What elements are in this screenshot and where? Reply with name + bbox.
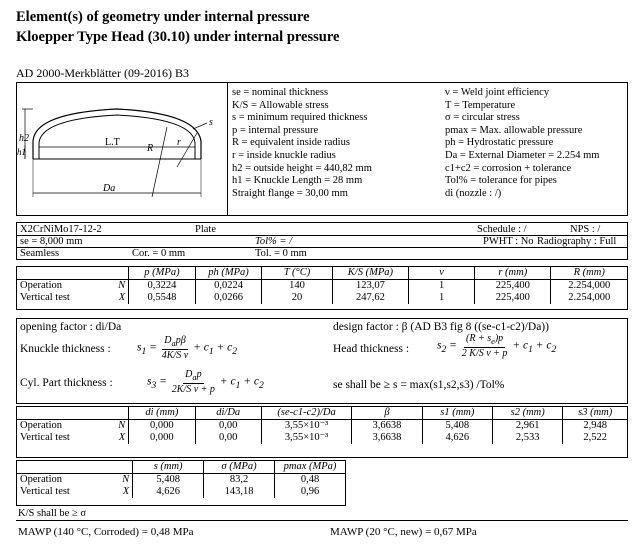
row-symbol: N [93,280,129,293]
material-box [16,222,628,260]
table-cell: 225,400 [475,280,551,293]
nominal-thickness: se = 8,000 mm [20,236,83,247]
table-cell: 2,948 [583,420,608,431]
table-cell: 3,55×10⁻³ [261,432,351,444]
table-row [17,420,627,433]
table-cell: 4,626 [422,432,492,444]
material-form: Plate [195,224,216,235]
table-cell: 0,0224 [195,280,262,293]
table-row [17,474,345,487]
table-cell: 5,408 [422,420,492,433]
table-row [17,280,627,293]
row-label: Vertical test [20,292,70,303]
legend-left-item-7: h1 = Knuckle Length = 28 mm [232,175,363,187]
thickness-condition: se shall be ≥ s = max(s1,s2,s3) /Tol% [333,379,505,391]
table-cell: 2,533 [493,432,563,444]
column-header: p (MPa) [129,267,196,280]
table-cell: 0,96 [300,486,320,497]
head-thickness-label: Head thickness : [333,343,410,355]
mawp-cold: MAWP (20 °C, new) = 0,67 MPa [330,526,477,538]
pwht: PWHT : No [483,236,534,247]
stress-table [16,460,346,506]
legend-right-item-6: c1+c2 = corrosion + tolerance [445,162,572,174]
table-cell: 0,000 [129,432,195,444]
table-cell: 2,961 [493,420,563,433]
table-cell: 0,0266 [195,292,262,304]
row-label: Vertical test [20,432,70,443]
operating-conditions-table [16,266,628,310]
column-header: K/S (MPa) [332,267,409,280]
radiography: Radiography : Full [537,236,617,247]
header-blank [93,407,129,420]
tolerance: Tol. = 0 mm [255,248,307,259]
column-header: σ (MPa) [204,461,275,474]
thickness-table [16,406,628,458]
row-symbol: N [93,420,129,433]
label-lt: L.T [105,137,120,148]
column-header: R (mm) [551,267,627,280]
table-row [17,486,345,498]
header-blank [95,461,133,474]
table-cell: 5,408 [133,474,204,487]
formula-box [16,318,628,404]
column-header: pmax (MPa) [275,461,345,474]
head-geometry-diagram [17,83,227,215]
legend-left-item-0: se = nominal thickness [232,87,329,98]
cyl-thickness-label: Cyl. Part thickness : [20,377,113,389]
legend-left-item-4: R = equivalent inside radius [232,137,350,149]
column-header: β [352,407,422,420]
legend-right-item-1: T = Temperature [445,99,516,111]
mawp-hot: MAWP (140 °C, Corroded) = 0,48 MPa [18,526,194,538]
table-cell: 3,6638 [352,432,422,444]
row-label: Operation [17,280,93,293]
header-blank [17,267,93,280]
column-header: di (mm) [129,407,195,420]
column-header: s2 (mm) [493,407,563,420]
column-header: T (°C) [262,267,332,280]
legend-left-item-6: h2 = outside height = 440,82 mm [232,162,372,174]
header-blank [17,461,95,474]
column-header: ν [409,267,475,280]
legend-right [441,87,599,200]
table-cell: 1 [409,280,475,293]
table-cell: 225,400 [475,292,551,304]
table-cell: 140 [262,280,332,293]
row-symbol: X [93,292,129,304]
table-cell: 123,07 [332,280,409,293]
knuckle-formula: $s_1$ = $\frac{D_ap\beta}{\text{4K/S ν}}$ + $c_1 + c_2$ [137,335,238,361]
row-symbol: N [95,474,133,487]
legend-left-item-1: K/S = Allowable stress [232,99,329,111]
table-cell: 1 [409,292,475,304]
table-cell: 2.254,000 [568,292,611,303]
design-factor: design factor : β (AD B3 fig 8 ((se-c1-c2)/Da)) [333,321,549,333]
opening-factor: opening factor : di/Da [20,321,122,333]
head-formula: $s_2$ = $\frac{(R + s_e)p}{\text{2 K/S ν + p}}$ + $c_1 + c_2$ [437,333,557,359]
cyl-formula: $s_3$ = $\frac{D_ap}{\text{2K/S ν + p}}$ + $c_1 + c_2$ [147,369,264,395]
row-label: Vertical test [20,486,70,497]
row-symbol: X [93,432,129,444]
label-r: r [177,137,181,148]
label-Da: Da [103,183,116,194]
column-header: s3 (mm) [563,407,627,420]
title-line-1: Element(s) of geometry under internal pressure [16,9,310,25]
column-header: (se-c1-c2)/Da [261,407,351,420]
nps: NPS : / [570,224,601,235]
legend-left-item-8: Straight flange = 30,00 mm [232,187,348,199]
title-line-2: Kloepper Type Head (30.10) under internal pressure [16,29,340,45]
column-header: s (mm) [133,461,204,474]
label-s: s [209,117,213,128]
legend-left-item-5: r = inside knuckle radius [232,149,336,161]
label-h1: h1 [17,147,26,157]
row-label: Operation [17,420,93,433]
table-cell: 83,2 [204,474,275,487]
header-blank [17,407,93,420]
legend-right-item-0: ν = Weld joint efficiency [445,87,550,98]
legend-right-item-8: di (nozzle : /) [445,187,502,199]
legend-left [228,87,372,200]
row-label: Operation [17,474,95,487]
table-cell: 0,3224 [129,280,196,293]
legend-right-item-3: pmax = Max. allowable pressure [445,124,583,136]
header-blank [93,267,129,280]
table-cell: 20 [262,292,332,304]
legend-left-item-2: s = minimum required thickness [232,112,368,124]
table-row [17,292,627,304]
legend-right-item-2: σ = circular stress [445,112,520,124]
table-cell: 3,6638 [352,420,422,433]
table-cell: 247,62 [332,292,409,304]
table-cell: 2.254,000 [568,280,611,291]
table-cell: 0,5548 [129,292,196,304]
legend-right-item-4: ph = Hydrostatic pressure [445,137,554,149]
table-cell: 2,522 [583,432,608,443]
row-symbol: X [95,486,133,498]
table-cell: 0,48 [300,474,320,485]
legend-right-item-7: Tol% = tolerance for pipes [445,175,557,187]
ks-note: K/S shall be ≥ σ [18,508,87,519]
table-row [17,432,627,444]
table-cell: 143,18 [204,486,275,498]
table-cell: 3,55×10⁻³ [261,420,351,433]
geometry-legend-box [16,82,628,216]
schedule: Schedule : / [477,224,527,235]
label-h2: h2 [19,133,29,144]
column-header: ph (MPa) [195,267,262,280]
knuckle-thickness-label: Knuckle thickness : [20,343,111,355]
table-cell: 0,000 [129,420,195,433]
tolerance-pct: Tol% = / [255,236,293,247]
corrosion: Cor. = 0 mm [132,248,186,259]
standard-reference: AD 2000-Merkblätter (09-2016) B3 [16,66,189,80]
column-header: s1 (mm) [422,407,492,420]
label-R: R [147,143,154,154]
column-header: r (mm) [475,267,551,280]
material-grade: X2CrNiMo17-12-2 [20,224,102,235]
seamless: Seamless [20,248,60,259]
legend-left-item-3: p = internal pressure [232,124,319,136]
table-cell: 4,626 [133,486,204,498]
table-cell: 0,00 [195,432,261,444]
column-header: di/Da [195,407,261,420]
table-cell: 0,00 [195,420,261,433]
legend-right-item-5: Da = External Diameter = 2.254 mm [445,149,600,161]
